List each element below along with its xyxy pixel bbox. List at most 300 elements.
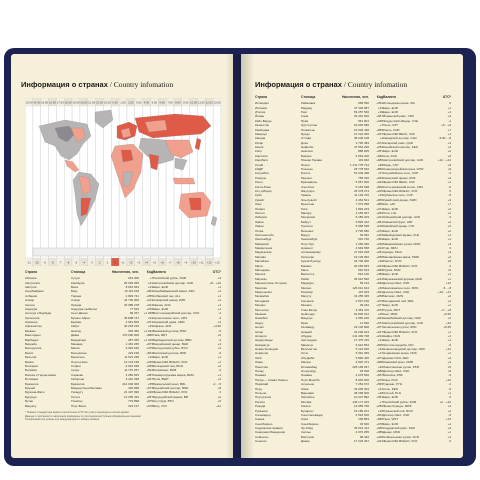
zone-label: -6 — [66, 260, 70, 265]
cell-utc: +3 — [447, 197, 451, 202]
cell-code: +966 — [376, 426, 383, 431]
cell-utc: +2 — [217, 364, 221, 368]
cell-capital: Сан-Сальвадор — [301, 412, 324, 417]
cell-code: +352 — [376, 237, 383, 242]
cell-capital: Габороне — [71, 377, 85, 382]
cell-country: Кипр — [255, 149, 262, 154]
map-region — [121, 150, 133, 162]
cell-capital: Абу-Даби — [301, 355, 315, 360]
cell-country: Норвегия — [255, 351, 269, 356]
cell-population: 516 100 — [358, 272, 369, 277]
cell-country: Белиз — [25, 350, 34, 355]
cell-population: 170 000 000 — [122, 333, 139, 338]
cell-capital: Монако — [301, 303, 312, 308]
cell-population: 31 255 435 — [353, 294, 369, 299]
cell-capital: Сан-Марино — [301, 421, 319, 426]
cell-country: Киргизия — [255, 153, 268, 158]
cell-currency: Вату, VUV — [153, 403, 168, 408]
cell-utc: +3 — [447, 114, 451, 119]
cell-utc: 0 — [449, 215, 451, 220]
cell-currency: Франк КФА BCEAO, XOF — [153, 390, 188, 395]
cell-country: Либерия — [255, 215, 267, 220]
cell-capital: Мехико — [301, 285, 312, 290]
cell-population: 6 958 538 — [355, 224, 369, 229]
cell-country: Болгария — [25, 364, 38, 368]
cell-population: 59 194 — [359, 281, 369, 286]
cell-population: 4 464 521 — [355, 197, 369, 202]
cell-country: Северная Македония — [255, 430, 286, 435]
cell-capital: Нур-Султан — [301, 123, 318, 128]
cell-country: Перу — [255, 386, 262, 391]
cell-code: +357 — [376, 149, 383, 154]
cell-capital: Буэнос-Айрес — [71, 315, 91, 320]
cell-code: +374 — [146, 320, 153, 325]
cell-population: 27 224 265 — [353, 131, 369, 136]
cell-population: 1 463 265 — [125, 342, 139, 347]
time-label: 13:00 — [25, 100, 33, 105]
cell-population: 126 014 024 — [352, 285, 369, 290]
cell-code: +692 — [376, 281, 383, 286]
time-label: 9:00 — [182, 100, 189, 105]
cell-country: Бахрейн — [25, 342, 37, 347]
map-region — [33, 248, 213, 256]
cell-utc: +1 — [217, 302, 221, 307]
cell-currency: Алжирский динар, DZD — [153, 298, 186, 303]
time-label: 16:00 — [48, 100, 56, 105]
cell-currency: Сейшельская рупия, SCR — [383, 434, 419, 439]
cell-currency: Франк КФА BCEAO, XOF — [383, 189, 418, 193]
time-label: 19:00 — [72, 100, 80, 105]
cell-currency: Риель, KHR — [383, 127, 400, 132]
cell-capital: Кишинёв — [301, 298, 314, 303]
cell-capital: Бейрут — [301, 219, 311, 224]
cell-code: +691 — [376, 289, 383, 294]
cell-population: 888 005 — [358, 149, 369, 154]
cell-capital: Бандар-Сери-Бегаван — [71, 385, 102, 390]
cell-code: +248 — [376, 434, 383, 439]
column-header-code: Код — [146, 270, 153, 274]
cell-country: Микронезия — [255, 289, 272, 294]
cell-currency: Болгарский лев, BGN — [153, 364, 183, 368]
cell-capital: Манама — [71, 342, 83, 347]
cell-country: Мальдивы — [255, 268, 270, 273]
cell-currency: Дирхам ОАЭ, AED — [383, 355, 409, 360]
cell-capital: Гавана — [301, 193, 311, 198]
time-zone-map — [25, 98, 221, 266]
cell-utc: +1 — [447, 105, 451, 110]
cell-population: 540 544 — [358, 268, 369, 273]
cell-utc: +1 — [217, 298, 221, 303]
cell-population: 45 808 747 — [123, 315, 139, 320]
zone-label: +4 — [144, 260, 149, 265]
cell-population: 11 797 257 — [124, 368, 139, 373]
cell-capital: Вильнюс — [301, 228, 314, 233]
column-header-code: Код — [376, 95, 383, 99]
cell-code: +968 — [376, 360, 383, 365]
cell-population: 16 946 438 — [353, 127, 369, 132]
cell-currency: Франк КФА BCEAO, XOF — [153, 359, 188, 364]
cell-currency: Кенийский шиллинг, KES — [383, 145, 418, 150]
cell-utc: +4 — [447, 360, 451, 365]
cell-currency: Албанский лек, ALL — [153, 293, 181, 298]
cell-population: 59 257 566 — [353, 109, 369, 114]
cell-utc: +1 — [447, 338, 451, 343]
cell-country: Кения — [255, 145, 264, 150]
cell-country: Сан-Марино — [255, 421, 273, 426]
cell-population: 115 023 — [358, 289, 369, 294]
cell-capital: Сент-Джонс — [71, 311, 88, 316]
time-label: 3:00 — [135, 100, 142, 105]
cell-population: 47 564 296 — [353, 145, 369, 150]
cell-country: Бутан — [25, 399, 34, 404]
cell-utc: 0 — [449, 263, 451, 268]
cell-currency: Эскудо Кабо-Верде, CVE — [383, 118, 418, 123]
cell-currency: Бразильский реал, BRL — [153, 381, 186, 386]
time-label: 22:00 — [95, 100, 103, 105]
cell-population: 214 000 000 — [122, 381, 139, 386]
cell-country: Австралия — [25, 280, 40, 285]
cell-capital: Канберра — [71, 280, 85, 285]
cell-utc: +1 — [447, 329, 451, 334]
cell-utc: +1 — [447, 180, 451, 185]
zone-label: -4 — [82, 260, 86, 265]
cell-capital: Лиссабон — [301, 395, 315, 400]
cell-currency: Маврикийская рупия, MUR — [383, 241, 421, 246]
cell-code: +591 — [146, 368, 153, 373]
cell-capital: Браззавиль — [301, 180, 318, 185]
time-label: 13:00 — [213, 100, 221, 105]
cell-currency: Исландская крона, ISK — [383, 101, 415, 106]
cell-utc: +3 — [217, 346, 221, 351]
cell-capital: Эль-Кувейт — [301, 197, 317, 202]
cell-utc: -2…-5 — [212, 381, 221, 386]
cell-utc: +6 — [217, 333, 221, 338]
cell-code: +961 — [376, 219, 383, 224]
cell-code: +31 — [377, 338, 383, 343]
cell-utc: +1 — [447, 430, 451, 435]
cell-utc: +6 — [217, 399, 221, 404]
cell-population: 27 691 018 — [353, 250, 369, 255]
column-header-population: Населения, чел. — [341, 95, 369, 99]
cell-currency: Денар, MKD — [383, 430, 401, 435]
cell-country: Кирибати — [255, 158, 269, 163]
cell-capital: Гитега — [71, 394, 80, 399]
cell-utc: +2 — [447, 149, 451, 154]
cell-currency: Йеменский риал, YER — [383, 114, 414, 119]
cell-currency: Бурундийский франк, BIF — [153, 394, 189, 399]
cell-population: 6 916 548 — [125, 364, 139, 368]
cell-code: +685 — [376, 417, 383, 422]
cell-capital: Порто-Ново — [71, 359, 88, 364]
cell-capital: Алжир — [71, 298, 81, 303]
cell-population: 47 326 687 — [353, 105, 369, 110]
zone-label: -9 — [43, 260, 46, 265]
cell-population: 146 171 015 — [352, 399, 369, 404]
cell-country: Португалия — [255, 395, 272, 400]
cell-utc: +1 — [217, 355, 221, 360]
cell-currency: Евро, EUR — [153, 306, 168, 311]
cell-currency: Найра, NGN — [383, 333, 401, 338]
cell-utc: +1 — [447, 276, 451, 281]
cell-currency: Руфия, MVR — [383, 268, 401, 273]
footnote-line: Данные о численности населения приведены по последним доступным официальным оценкам. — [25, 414, 142, 418]
cell-capital: Порт-Луи — [301, 241, 314, 246]
cell-currency: Кина, PGK — [383, 377, 398, 382]
cell-country: Палау — [255, 369, 264, 374]
cell-capital: Бишкек — [301, 153, 312, 158]
cell-utc: +9 — [447, 167, 451, 172]
cell-currency: Кубинское песо, CUP — [383, 193, 413, 198]
cell-utc: +1 — [447, 351, 451, 356]
cell-code: +674 — [376, 320, 383, 325]
cell-code: +971 — [376, 355, 383, 360]
cell-code: +673 — [146, 385, 153, 390]
cell-code: +377 — [376, 303, 383, 308]
cell-country: Сенегал — [255, 439, 267, 444]
cell-country: Антигуа и Барбуда — [25, 311, 52, 316]
cell-country: Белоруссия — [25, 346, 42, 351]
cell-population: 2 076 255 — [355, 430, 369, 435]
cell-country: Багамы — [25, 328, 36, 333]
cell-code: +967 — [376, 114, 383, 119]
cell-currency: Коморский франк, KMF — [383, 175, 416, 180]
cell-population: 6 518 500 — [355, 412, 369, 417]
cell-code: +1 — [379, 136, 383, 141]
cell-currency: Ливийский динар, LYD — [383, 224, 415, 229]
cell-country: Латвия — [255, 206, 265, 211]
cell-currency: Колумбийское песо, COP — [383, 171, 419, 176]
cell-country: Монголия — [255, 307, 269, 312]
cell-currency: Франк Руанды, RWF — [383, 404, 412, 409]
cell-code: +53 — [377, 193, 383, 198]
cell-capital: Бразилиа — [71, 381, 85, 386]
cell-capital: Андорра-ла-Велья — [71, 306, 98, 311]
cell-utc: +2 — [447, 404, 451, 409]
cell-code: +376 — [146, 306, 153, 311]
cell-currency: Пакистанская рупия, PKR — [383, 364, 419, 369]
cell-capital: Яунде — [301, 131, 310, 136]
cell-code: +503 — [376, 412, 383, 417]
cell-capital: Пномпень — [301, 127, 316, 132]
cell-utc: +8 — [447, 259, 451, 264]
cell-utc: -1 — [448, 118, 451, 123]
cell-code: +880 — [146, 333, 153, 338]
cell-population: 5 122 600 — [355, 347, 369, 352]
cell-utc: +4 — [217, 320, 221, 325]
zone-label: +12 — [206, 260, 212, 265]
cell-population: 225 199 937 — [352, 364, 369, 369]
cell-country: Румыния — [255, 408, 268, 413]
right-page — [241, 54, 463, 458]
column-header-currency: Валюта — [153, 270, 166, 274]
cell-country: Литва — [255, 228, 264, 233]
zone-label: +9 — [184, 260, 188, 265]
cell-code: +855 — [376, 127, 383, 132]
cell-country: Мадагаскар — [255, 250, 272, 255]
cell-population: 2 961 500 — [125, 320, 139, 325]
cell-population: 18 008 — [359, 369, 369, 374]
cell-capital: Мапуту — [301, 294, 312, 299]
cell-utc: +4 — [217, 289, 221, 294]
cell-population: 9 349 645 — [125, 346, 139, 351]
cell-capital: Прая — [301, 118, 309, 123]
cell-utc: +7…+8 — [441, 307, 451, 312]
time-label: 15:00 — [41, 100, 49, 105]
cell-country: Камбоджа — [255, 127, 270, 132]
cell-code: +250 — [376, 404, 383, 409]
cell-utc: +3 — [217, 342, 221, 347]
zone-label: +6 — [160, 260, 164, 265]
cell-utc: -4 — [218, 368, 221, 373]
cell-code: +39 — [377, 109, 383, 114]
cell-capital: Тхимпху — [71, 399, 83, 404]
cell-currency: Евро, EUR — [383, 272, 398, 277]
cell-currency: Восточнокарибский доллар, XCD — [153, 311, 200, 316]
footnote-line: Телефонный код указан для международного набора номера. — [25, 418, 100, 422]
cell-code: +686 — [376, 158, 383, 163]
cell-utc: -4 — [218, 311, 221, 316]
cell-utc: +1 — [447, 237, 451, 242]
cell-currency: Брунейский доллар, BND — [153, 385, 189, 390]
cell-country: Польша — [255, 390, 267, 395]
cell-code: +375 — [146, 346, 153, 351]
cell-currency: Австралийский доллар, AUD — [383, 320, 424, 325]
cell-country: Испания — [255, 105, 267, 110]
cell-capital: Осло — [301, 351, 309, 356]
cell-currency: Кувейтский динар, KWD — [383, 197, 417, 202]
cell-code: +423 — [376, 232, 383, 237]
cell-country: Андорра — [25, 306, 38, 311]
time-label: 4:00 — [143, 100, 150, 105]
map-region — [121, 128, 131, 138]
cell-capital: Рим — [301, 109, 307, 114]
cell-code: +354 — [376, 101, 383, 106]
cell-utc: +3 — [447, 145, 451, 150]
cell-capital: Бриджтаун — [71, 337, 87, 342]
cell-currency: Ринггит, MYR — [383, 259, 402, 264]
cell-country: Боливия — [25, 368, 37, 373]
cell-country: Пакистан — [255, 364, 268, 369]
cell-currency: Румынский лей, RON — [383, 408, 413, 413]
zone-label: +11 — [199, 260, 204, 265]
cell-country: Афганистан — [25, 324, 42, 329]
cell-population: 3 280 815 — [125, 372, 139, 377]
cell-country: Монако — [255, 303, 266, 308]
cell-population: 5 391 369 — [355, 351, 369, 356]
cell-currency: Оманский риал, OMR — [383, 360, 414, 365]
time-label: 20:00 — [80, 100, 88, 105]
cell-population: 1 893 223 — [355, 206, 369, 211]
cell-currency: Аргентинское песо, ARS — [153, 315, 188, 320]
cell-code: +595 — [376, 382, 383, 387]
cell-utc: -4 — [448, 382, 451, 387]
cell-code: +7 — [149, 276, 153, 281]
map-region — [189, 198, 201, 210]
cell-utc: +3 — [447, 426, 451, 431]
cell-country: Малави — [255, 254, 266, 259]
column-header-population: Населения, чел. — [111, 270, 139, 274]
cell-utc: +7 — [447, 127, 451, 132]
cell-utc: 0 — [449, 246, 451, 251]
cell-country: Никарагуа — [255, 342, 270, 347]
cell-capital: Луанда — [71, 302, 82, 307]
cell-currency: Афгани, AFN — [153, 324, 172, 329]
cell-utc: +2 — [447, 219, 451, 224]
cell-country: Люксембург — [255, 237, 272, 242]
cell-capital: Вадуц — [301, 232, 310, 237]
cell-capital: Ямусукро — [301, 189, 315, 193]
cell-country: Новая Зеландия — [255, 347, 279, 352]
cell-utc: +3 — [447, 140, 451, 145]
cell-population: 2 410 338 — [125, 377, 139, 382]
cell-population: 5 163 038 — [355, 184, 369, 189]
cell-country: Армения — [25, 320, 38, 325]
cell-code: +227 — [376, 329, 383, 334]
cell-country: Кот-д'Ивуар — [255, 189, 272, 193]
cell-code: +975 — [146, 399, 153, 404]
cell-code: +221 — [376, 439, 383, 444]
cell-utc: +2 — [217, 377, 221, 382]
cell-capital: Бухарест — [301, 408, 314, 413]
cell-capital: Кигали — [301, 404, 311, 409]
cell-country: Непал — [255, 325, 264, 330]
time-label: 10:00 — [190, 100, 198, 105]
cell-population: 99 337 — [129, 311, 139, 316]
cell-capital: Манагуа — [301, 342, 313, 347]
cell-country: Вануату — [25, 403, 37, 408]
cell-currency: Белизский доллар, BZD — [153, 350, 187, 355]
cell-population: 2 159 067 — [355, 210, 369, 215]
cell-capital: Масеру — [301, 210, 312, 215]
cell-code: +378 — [376, 421, 383, 426]
cell-country: Руанда — [255, 404, 266, 409]
cell-country: Албания — [25, 293, 38, 298]
cell-capital: Бамако — [301, 263, 312, 268]
cell-code: +501 — [146, 350, 153, 355]
cell-code: +213 — [146, 298, 153, 303]
cell-capital: Паликир — [301, 289, 313, 294]
cell-utc: +1 — [447, 333, 451, 338]
cell-currency: Либерийский доллар, LRD — [383, 215, 420, 220]
cell-currency: Лоти, LSL — [383, 210, 397, 215]
cell-capital: Доха — [301, 140, 308, 145]
cell-country: Катар — [255, 140, 264, 145]
cell-capital: Сан-Хосе — [301, 184, 315, 189]
cell-currency: Евро, EUR — [383, 395, 398, 400]
time-label: 7:00 — [167, 100, 173, 105]
cell-currency: Багамский доллар, BSD — [153, 328, 187, 333]
cell-population: 4 649 658 — [355, 246, 369, 251]
cell-currency: Малавийская квача, MWK — [383, 254, 420, 259]
cell-population: 10 119 100 — [124, 289, 139, 294]
cell-currency: Евро, EUR — [383, 109, 398, 114]
cell-currency: Евро, EUR — [383, 149, 398, 154]
cell-population: 25 778 815 — [353, 167, 369, 172]
cell-capital: Порт-Морсби — [301, 377, 320, 382]
cell-code: +230 — [376, 241, 383, 246]
cell-currency: Пула, BWP — [153, 377, 169, 382]
cell-utc: -6 — [448, 342, 451, 347]
cell-population: 8 935 000 — [355, 377, 369, 382]
cell-capital: Сукре — [71, 368, 80, 373]
cell-code: +678 — [146, 403, 153, 408]
cell-capital: Ереван — [71, 320, 82, 325]
cell-population: 35 013 414 — [353, 426, 369, 431]
time-label: 17:00 — [56, 100, 64, 105]
time-label: 21:00 — [88, 100, 96, 105]
cell-currency: Доллар США, USD — [383, 289, 410, 294]
cell-country: Бангладеш — [25, 333, 41, 338]
